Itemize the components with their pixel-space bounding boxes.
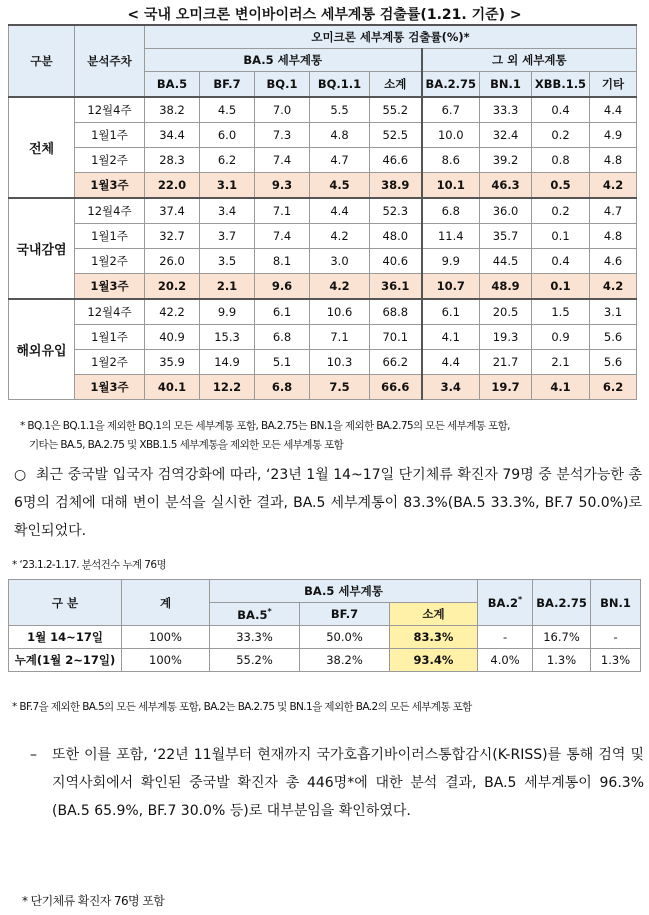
value-cell: 52.3 — [370, 198, 422, 224]
t2-header-bn1: BN.1 — [591, 580, 641, 626]
header-week: 분석주차 — [75, 25, 145, 97]
value-cell: 11.4 — [422, 224, 480, 249]
table-row — [9, 173, 637, 199]
value-cell: 40.6 — [370, 249, 422, 274]
value-cell: 38.2 — [145, 97, 200, 123]
paragraph-kriss-text: 또한 이를 포함, ‘22년 11월부터 현재까지 국가호흡기바이러스통합감시(K-RISS)를 통해 검역 및 지역사회에서 확인된 중국발 확진자 총 446명*에 대한 분석 결과, BA.5 세부계통이 96.3%(BA.5 65.9%, BF.7 30.0% 등)로 대부분임을 확인하였다. — [52, 747, 644, 819]
value-cell: 3.0 — [310, 249, 370, 274]
value-cell: 39.2 — [480, 148, 532, 173]
value-cell: 38.9 — [370, 173, 422, 199]
value-cell: 4.2 — [590, 274, 637, 300]
value-cell: 100% — [122, 649, 210, 672]
header-other-lineage: 그 외 세부계통 — [422, 49, 637, 72]
table-row — [9, 325, 637, 350]
value-cell: 7.1 — [255, 198, 310, 224]
value-cell: 36.1 — [370, 274, 422, 300]
value-cell: 4.4 — [310, 198, 370, 224]
subheader-cell: 기타 — [590, 72, 637, 98]
value-cell: 4.8 — [590, 148, 637, 173]
value-cell: 36.0 — [480, 198, 532, 224]
value-cell: 4.2 — [310, 224, 370, 249]
week-cell: 12월4주 — [75, 198, 145, 224]
paragraph-kriss — [30, 741, 644, 825]
table-row — [9, 375, 637, 400]
t2-header-ba5-text: BA.5 — [237, 607, 268, 622]
header-ba5-lineage: BA.5 세부계통 — [145, 49, 422, 72]
week-cell: 1월2주 — [75, 148, 145, 173]
value-cell: 1.3% — [533, 649, 591, 672]
value-cell: 1.5 — [532, 299, 590, 325]
row-label: 1월 14~17일 — [9, 626, 122, 649]
value-cell: 46.6 — [370, 148, 422, 173]
value-cell: 7.0 — [255, 97, 310, 123]
value-cell: 50.0% — [300, 626, 390, 649]
value-cell: 55.2% — [210, 649, 300, 672]
analysis-count-note: * ‘23.1.2-1.17. 분석건수 누계 76명 — [12, 559, 167, 571]
value-cell: 4.6 — [590, 249, 637, 274]
table-row — [9, 626, 641, 649]
value-cell: 0.4 — [532, 97, 590, 123]
value-cell: 4.5 — [310, 173, 370, 199]
value-cell: 9.6 — [255, 274, 310, 300]
value-cell: 21.7 — [480, 350, 532, 375]
value-cell: 35.9 — [145, 350, 200, 375]
value-cell: 2.1 — [200, 274, 255, 300]
china-arrivals-table — [8, 579, 641, 672]
value-cell: 22.0 — [145, 173, 200, 199]
value-cell: 9.3 — [255, 173, 310, 199]
value-cell: 7.3 — [255, 123, 310, 148]
value-cell: 5.5 — [310, 97, 370, 123]
value-cell: 40.1 — [145, 375, 200, 400]
week-cell: 1월1주 — [75, 224, 145, 249]
value-cell: 10.1 — [422, 173, 480, 199]
value-cell: 12.2 — [200, 375, 255, 400]
value-cell: 20.5 — [480, 299, 532, 325]
value-cell: 83.3% — [390, 626, 478, 649]
value-cell: 1.3% — [591, 649, 641, 672]
t2-header-ba275: BA.2.75 — [533, 580, 591, 626]
value-cell: 6.0 — [200, 123, 255, 148]
value-cell: 0.1 — [532, 224, 590, 249]
value-cell: 4.7 — [590, 198, 637, 224]
value-cell: 10.6 — [310, 299, 370, 325]
value-cell: 6.7 — [422, 97, 480, 123]
table-row — [9, 198, 637, 224]
t2-header-bf7: BF.7 — [300, 603, 390, 626]
value-cell: 46.3 — [480, 173, 532, 199]
value-cell: - — [591, 626, 641, 649]
value-cell: 33.3 — [480, 97, 532, 123]
paragraph-china-arrivals-text: 최근 중국발 입국자 검역강화에 따라, ‘23년 1월 14~17일 단기체류 확진자 79명 중 분석가능한 총 6명의 검체에 대해 변이 분석을 실시한 결과, BA.5 세부계통이 83.3%(BA.5 33.3%, BF.7 50.0%)로 확인되었다. — [14, 467, 642, 539]
value-cell: 38.2% — [300, 649, 390, 672]
t2-header-ba5-lineage: BA.5 세부계통 — [210, 580, 478, 603]
value-cell: 4.7 — [310, 148, 370, 173]
value-cell: 48.0 — [370, 224, 422, 249]
value-cell: 93.4% — [390, 649, 478, 672]
t2-header-group: 구 분 — [9, 580, 122, 626]
group-label: 전체 — [9, 97, 75, 198]
value-cell: 10.7 — [422, 274, 480, 300]
value-cell: 0.5 — [532, 173, 590, 199]
value-cell: 3.4 — [200, 198, 255, 224]
t2-header-ba5: BA.5* — [210, 603, 300, 626]
value-cell: 34.4 — [145, 123, 200, 148]
value-cell: 3.1 — [200, 173, 255, 199]
value-cell: 10.3 — [310, 350, 370, 375]
header-group: 구분 — [9, 25, 75, 97]
value-cell: 3.1 — [590, 299, 637, 325]
table-row — [9, 97, 637, 123]
value-cell: 9.9 — [422, 249, 480, 274]
value-cell: 48.9 — [480, 274, 532, 300]
value-cell: 70.1 — [370, 325, 422, 350]
value-cell: 100% — [122, 626, 210, 649]
week-cell: 12월4주 — [75, 299, 145, 325]
week-cell: 12월4주 — [75, 97, 145, 123]
table-row — [9, 274, 637, 300]
table1-footnote-1: * BQ.1은 BQ.1.1을 제외한 BQ.1의 모든 세부계통 포함, BA.2.75는 BN.1을 제외한 BA.2.75의 모든 세부계통 포함, — [20, 420, 510, 432]
table-row — [9, 299, 637, 325]
week-cell: 1월2주 — [75, 350, 145, 375]
value-cell: 7.5 — [310, 375, 370, 400]
table-row — [9, 249, 637, 274]
value-cell: 55.2 — [370, 97, 422, 123]
value-cell: 0.4 — [532, 249, 590, 274]
value-cell: 3.7 — [200, 224, 255, 249]
table-row — [9, 148, 637, 173]
row-label: 누계(1월 2~17일) — [9, 649, 122, 672]
value-cell: 6.8 — [255, 375, 310, 400]
paragraph-china-arrivals — [14, 461, 642, 545]
value-cell: 19.3 — [480, 325, 532, 350]
value-cell: 8.6 — [422, 148, 480, 173]
week-cell: 1월1주 — [75, 325, 145, 350]
subheader-cell: BQ.1.1 — [310, 72, 370, 98]
value-cell: 5.1 — [255, 350, 310, 375]
dash-bullet-icon: – — [30, 747, 37, 763]
value-cell: 68.8 — [370, 299, 422, 325]
value-cell: 8.1 — [255, 249, 310, 274]
value-cell: 3.4 — [422, 375, 480, 400]
value-cell: 33.3% — [210, 626, 300, 649]
value-cell: 19.7 — [480, 375, 532, 400]
subheader-cell: 소계 — [370, 72, 422, 98]
variant-detection-table — [8, 24, 637, 400]
table2-footnote: * BF.7을 제외한 BA.5의 모든 세부계통 포함, BA.2는 BA.2.75 및 BN.1을 제외한 BA.2의 모든 세부계통 포함 — [12, 701, 472, 713]
t2-header-total: 계 — [122, 580, 210, 626]
value-cell: 40.9 — [145, 325, 200, 350]
week-cell: 1월3주 — [75, 173, 145, 199]
value-cell: 4.0% — [478, 649, 533, 672]
value-cell: 0.2 — [532, 198, 590, 224]
value-cell: 4.2 — [590, 173, 637, 199]
kriss-footnote: * 단기체류 확진자 76명 포함 — [22, 894, 165, 908]
value-cell: 6.1 — [422, 299, 480, 325]
week-cell: 1월3주 — [75, 375, 145, 400]
value-cell: 26.0 — [145, 249, 200, 274]
value-cell: 4.1 — [532, 375, 590, 400]
value-cell: 5.6 — [590, 350, 637, 375]
t2-header-subtotal: 소계 — [390, 603, 478, 626]
value-cell: 14.9 — [200, 350, 255, 375]
value-cell: 16.7% — [533, 626, 591, 649]
group-label: 국내감염 — [9, 198, 75, 299]
value-cell: 6.8 — [255, 325, 310, 350]
value-cell: 6.2 — [200, 148, 255, 173]
value-cell: 4.8 — [590, 224, 637, 249]
value-cell: 4.8 — [310, 123, 370, 148]
table-row — [9, 649, 641, 672]
subheader-cell: XBB.1.5 — [532, 72, 590, 98]
value-cell: - — [478, 626, 533, 649]
table-row — [9, 123, 637, 148]
value-cell: 2.1 — [532, 350, 590, 375]
value-cell: 7.4 — [255, 224, 310, 249]
value-cell: 52.5 — [370, 123, 422, 148]
group-label: 해외유입 — [9, 299, 75, 400]
value-cell: 4.4 — [422, 350, 480, 375]
value-cell: 3.5 — [200, 249, 255, 274]
header-omicron: 오미크론 세부계통 검출률(%)* — [145, 25, 637, 49]
t2-header-ba2-text: BA.2 — [487, 595, 519, 610]
value-cell: 4.4 — [590, 97, 637, 123]
value-cell: 0.8 — [532, 148, 590, 173]
value-cell: 32.7 — [145, 224, 200, 249]
subheader-cell: BQ.1 — [255, 72, 310, 98]
value-cell: 6.8 — [422, 198, 480, 224]
value-cell: 6.1 — [255, 299, 310, 325]
value-cell: 66.6 — [370, 375, 422, 400]
value-cell: 28.3 — [145, 148, 200, 173]
value-cell: 6.2 — [590, 375, 637, 400]
value-cell: 37.4 — [145, 198, 200, 224]
value-cell: 0.1 — [532, 274, 590, 300]
subheader-cell: BN.1 — [480, 72, 532, 98]
table-row — [9, 350, 637, 375]
week-cell: 1월2주 — [75, 249, 145, 274]
value-cell: 4.1 — [422, 325, 480, 350]
value-cell: 42.2 — [145, 299, 200, 325]
value-cell: 0.2 — [532, 123, 590, 148]
subheader-cell: BF.7 — [200, 72, 255, 98]
value-cell: 9.9 — [200, 299, 255, 325]
value-cell: 10.0 — [422, 123, 480, 148]
value-cell: 35.7 — [480, 224, 532, 249]
value-cell: 66.2 — [370, 350, 422, 375]
subheader-cell: BA.2.75 — [422, 72, 480, 98]
value-cell: 5.6 — [590, 325, 637, 350]
value-cell: 4.9 — [590, 123, 637, 148]
page-title: < 국내 오미크론 변이바이러스 세부계통 검출률(1.21. 기준) > — [127, 7, 522, 23]
week-cell: 1월1주 — [75, 123, 145, 148]
value-cell: 7.1 — [310, 325, 370, 350]
week-cell: 1월3주 — [75, 274, 145, 300]
value-cell: 0.9 — [532, 325, 590, 350]
value-cell: 7.4 — [255, 148, 310, 173]
value-cell: 4.2 — [310, 274, 370, 300]
table1-footnote-2: 기타는 BA.5, BA.2.75 및 XBB.1.5 세부계통을 제외한 모든 세부계통 포함 — [29, 439, 344, 451]
subheader-cell: BA.5 — [145, 72, 200, 98]
table-row — [9, 224, 637, 249]
bullet-circle-icon: ○ — [14, 467, 27, 483]
value-cell: 20.2 — [145, 274, 200, 300]
t2-header-ba2: BA.2* — [478, 580, 533, 626]
value-cell: 15.3 — [200, 325, 255, 350]
value-cell: 32.4 — [480, 123, 532, 148]
value-cell: 4.5 — [200, 97, 255, 123]
value-cell: 44.5 — [480, 249, 532, 274]
